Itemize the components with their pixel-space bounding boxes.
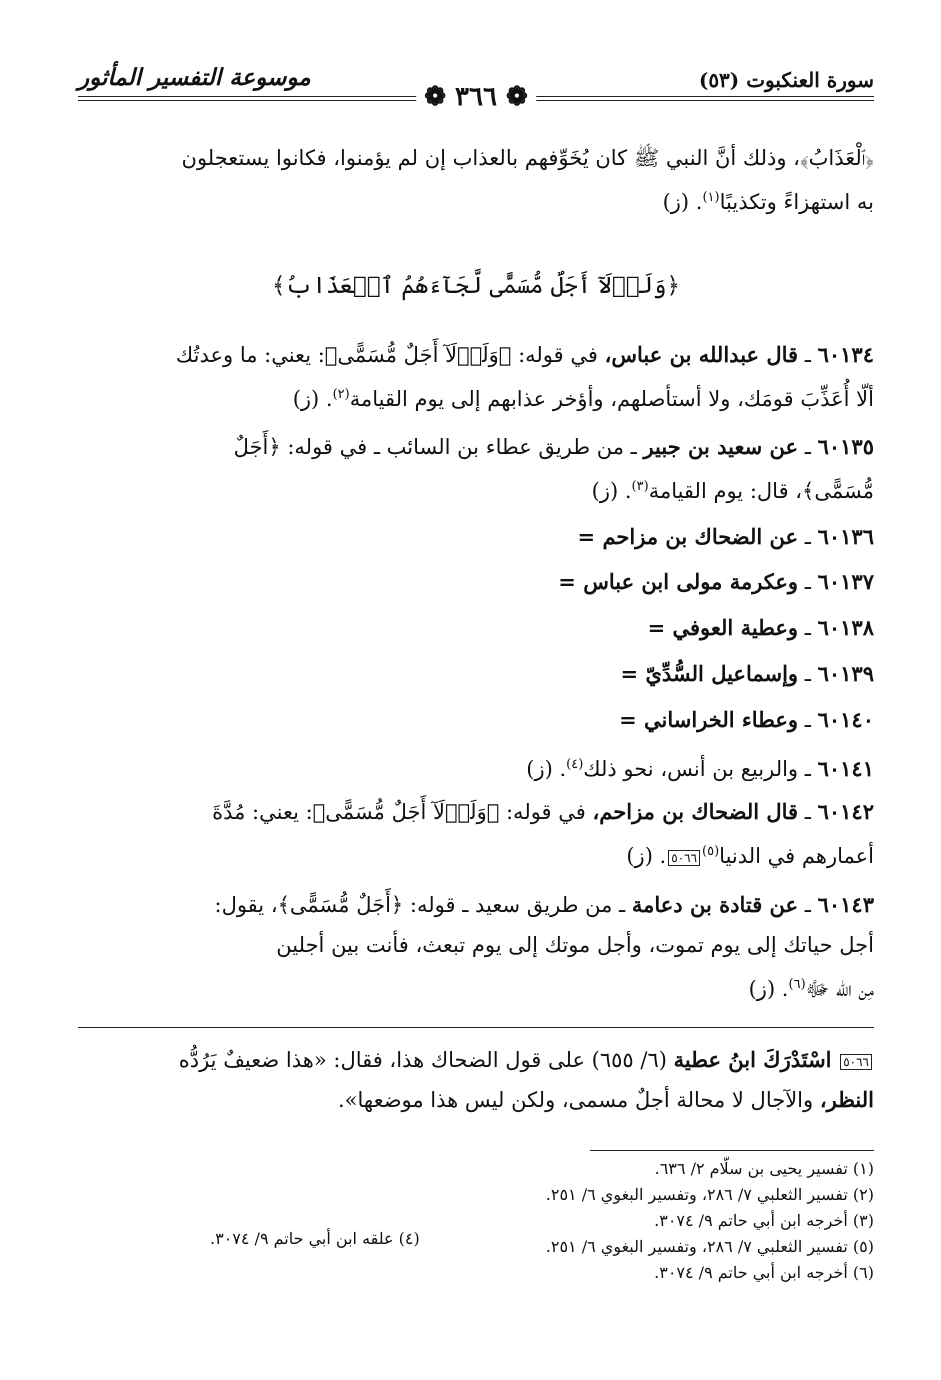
commentary-number-box[interactable]: ٥٠٦٦ xyxy=(840,1054,872,1070)
surah-title: سورة العنكبوت (٥٣) xyxy=(698,68,874,92)
entry-number: ٦٠١٤٠ xyxy=(817,707,874,732)
entry-number: ٦٠١٤١ xyxy=(817,756,874,781)
entry-number: ٦٠١٤٣ xyxy=(817,892,874,917)
entry: ٦٠١٤٠ ـ وعطاء الخراساني = xyxy=(619,707,874,732)
page-number xyxy=(416,82,536,112)
entry-narrator: قال الضحاك بن مزاحم، xyxy=(592,799,799,824)
source-mark: . (ز) xyxy=(626,844,667,868)
entry-text: أجل حياتك إلى يوم تموت، وأجل موتك إلى يوم تبعث، فأنت بين أجلين xyxy=(276,933,874,957)
entry-text: في قوله: ﴿وَلَوۡلَآ أَجَلٌ مُّسَمًّى﴾: يعني: مُدَّةَ xyxy=(212,800,593,824)
ornament-icon: ❁ xyxy=(424,82,456,112)
entry-narrator: قال عبدالله بن عباس، xyxy=(604,342,799,367)
commentary xyxy=(78,1040,874,1120)
entry: ٦٠١٣٨ ـ وعطية العوفي = xyxy=(647,615,874,640)
entry-narrator: وعطاء الخراساني = xyxy=(619,707,799,732)
entry-text: مِن الله ﷻ xyxy=(805,977,874,1001)
footnote-ref[interactable]: (٢) xyxy=(332,387,350,402)
entry-number: ٦٠١٣٩ xyxy=(817,661,874,686)
entry: ٦٠١٣٥ ـ عن سعيد بن جبير ـ من طريق عطاء بن السائب ـ في قوله: ﴿أَجَلٌ مُّسَمًّى﴾، قال: يوم القيامة$^{(٣)}$. (ز) xyxy=(233,434,874,503)
commentary-rule xyxy=(78,1027,874,1028)
entry-text: ـ من طريق سعيد ـ قوله: ﴿أَجَلٌ مُّسَمًّى﴾، يقول: xyxy=(214,893,632,917)
footnote-ref[interactable]: (٤) xyxy=(566,757,584,772)
source-mark: . (ز) xyxy=(292,387,333,411)
entry-text: مُّسَمًّى﴾، قال: يوم القيامة xyxy=(648,479,874,503)
entry-narrator: وعطية العوفي = xyxy=(647,615,799,640)
footnote: (٢) تفسير الثعلبي ٧/ ٢٨٦، وتفسير البغوي ٦/ ٢٥١. xyxy=(545,1185,874,1204)
intro-line xyxy=(78,178,874,222)
entry: ٦٠١٤٣ ـ عن قتادة بن دعامة ـ من طريق سعيد ـ قوله: ﴿أَجَلٌ مُّسَمًّى﴾، يقول: أجل حياتك إلى يوم تموت، وأجل موتك إلى يوم تبعث، فأنت بين أجلين مِن الله ﷻ$^{(٦)}$. (ز) xyxy=(78,885,874,1009)
footnote: (٣) أخرجه ابن أبي حاتم ٩/ ٣٠٧٤. xyxy=(654,1211,874,1230)
footnote: (٤) علقه ابن أبي حاتم ٩/ ٣٠٧٤. xyxy=(210,1229,420,1248)
entry-number: ٦٠١٣٧ xyxy=(817,569,874,594)
page-number-text: ٣٦٦ xyxy=(455,82,497,112)
intro-line: ﴿ٱلْعَذَابُ﴾، وذلك أنَّ النبي ﷺ كان يُخَوِّفهم بالعذاب إن لم يؤمنوا، فكانوا يستعجلون xyxy=(181,146,874,170)
intro-paragraph xyxy=(78,138,874,222)
verse-heading: ﴿وَلَوۡلَآ أَجَلٌ مُّسَمًّى لَّجَآءَهُمُ ٱلۡعَذَابُ﴾ xyxy=(272,273,680,299)
entry: ٦٠١٣٤ ـ قال عبدالله بن عباس، في قوله: ﴿وَلَوۡلَآ أَجَلٌ مُّسَمًّى﴾: يعني: ما وعدتُك ألّا أُعَذِّبَ قومَك، ولا أستأصلهم، وأؤخر عذابهم إلى يوم القيامة$^{(٢)}$. (ز) xyxy=(175,342,874,411)
footnote-ref[interactable]: (٥) xyxy=(702,844,720,859)
footnote-ref[interactable]: (١) xyxy=(702,190,720,205)
footnote-ref[interactable]: (٣) xyxy=(631,479,649,494)
cross-reference-box[interactable]: ٥٠٦٦ xyxy=(668,850,700,866)
entry-narrator: وعكرمة مولى ابن عباس = xyxy=(558,569,799,594)
entry-number: ٦٠١٣٦ xyxy=(817,524,874,549)
entry-number: ٦٠١٣٤ xyxy=(817,342,874,367)
commentary-text: النظر، xyxy=(819,1087,874,1112)
entry: ٦٠١٤٢ ـ قال الضحاك بن مزاحم، في قوله: ﴿وَلَوۡلَآ أَجَلٌ مُّسَمًّى﴾: يعني: مُدَّةَ أعمارهم في الدنيا$^{(٥)}$٥٠٦٦. (ز) xyxy=(212,799,874,868)
entry-text: نحو ذلك xyxy=(583,757,661,781)
entry: ٦٠١٤١ ـ والربيع بن أنس، نحو ذلك$^{(٤)}$. (ز) xyxy=(526,756,874,781)
entry-narrator: والربيع بن أنس، xyxy=(660,757,799,781)
entry-text: في قوله: ﴿وَلَوۡلَآ أَجَلٌ مُّسَمًّى﴾: يعني: ما وعدتُك xyxy=(175,343,605,367)
entry-text: أعمارهم في الدنيا xyxy=(719,844,874,868)
source-mark: . (ز) xyxy=(591,479,632,503)
entry-text: ألّا أُعَذِّبَ قومَك، ولا أستأصلهم، وأؤخر عذابهم إلى يوم القيامة xyxy=(349,387,874,411)
footnotes xyxy=(546,1156,874,1286)
ornament-icon: ❁ xyxy=(496,82,528,112)
entry-narrator: عن قتادة بن دعامة xyxy=(631,892,799,917)
footnote-ref[interactable]: (٦) xyxy=(788,977,806,992)
book-title: موسوعة التفسير المأثور xyxy=(78,64,311,91)
entry-number: ٦٠١٣٨ xyxy=(817,615,874,640)
page-header xyxy=(78,58,874,112)
entry-text: ـ من طريق عطاء بن السائب ـ في قوله: ﴿أَجَلٌ xyxy=(233,435,644,459)
footnote: (١) تفسير يحيى بن سلّام ٢/ ٦٣٦. xyxy=(654,1159,874,1178)
source-mark: . (ز) xyxy=(748,977,789,1001)
entry: ٦٠١٣٦ ـ عن الضحاك بن مزاحم = xyxy=(577,524,874,549)
entry-number: ٦٠١٤٢ xyxy=(817,799,874,824)
footnote: (٦) أخرجه ابن أبي حاتم ٩/ ٣٠٧٤. xyxy=(654,1263,874,1282)
intro-text: به استهزاءً وتكذيبًا xyxy=(719,190,874,214)
entry-number: ٦٠١٣٥ xyxy=(817,434,874,459)
entry-narrator: عن سعيد بن جبير xyxy=(643,434,799,459)
commentary-author: اسْتَدْرَكَ ابنُ عطية xyxy=(673,1047,832,1072)
entry: ٦٠١٣٩ ـ وإسماعيل السُّدِّيّ = xyxy=(620,661,874,686)
footnote: (٥) تفسير الثعلبي ٧/ ٢٨٦، وتفسير البغوي ٦/ ٢٥١. xyxy=(545,1237,874,1256)
footnote-rule xyxy=(590,1150,874,1151)
commentary-text: (٦/ ٦٥٥) على قول الضحاك هذا، فقال: «هذا ضعيفٌ يَرُدُّه xyxy=(178,1048,674,1072)
source-mark: . (ز) xyxy=(662,190,703,214)
entry-narrator: وإسماعيل السُّدِّيّ = xyxy=(620,661,799,686)
entry: ٦٠١٣٧ ـ وعكرمة مولى ابن عباس = xyxy=(558,569,874,594)
entry-narrator: عن الضحاك بن مزاحم = xyxy=(577,524,799,549)
source-mark: . (ز) xyxy=(526,757,567,781)
commentary-text: والآجال لا محالة أجلٌ مسمى، ولكن ليس هذا موضعها». xyxy=(337,1088,820,1112)
